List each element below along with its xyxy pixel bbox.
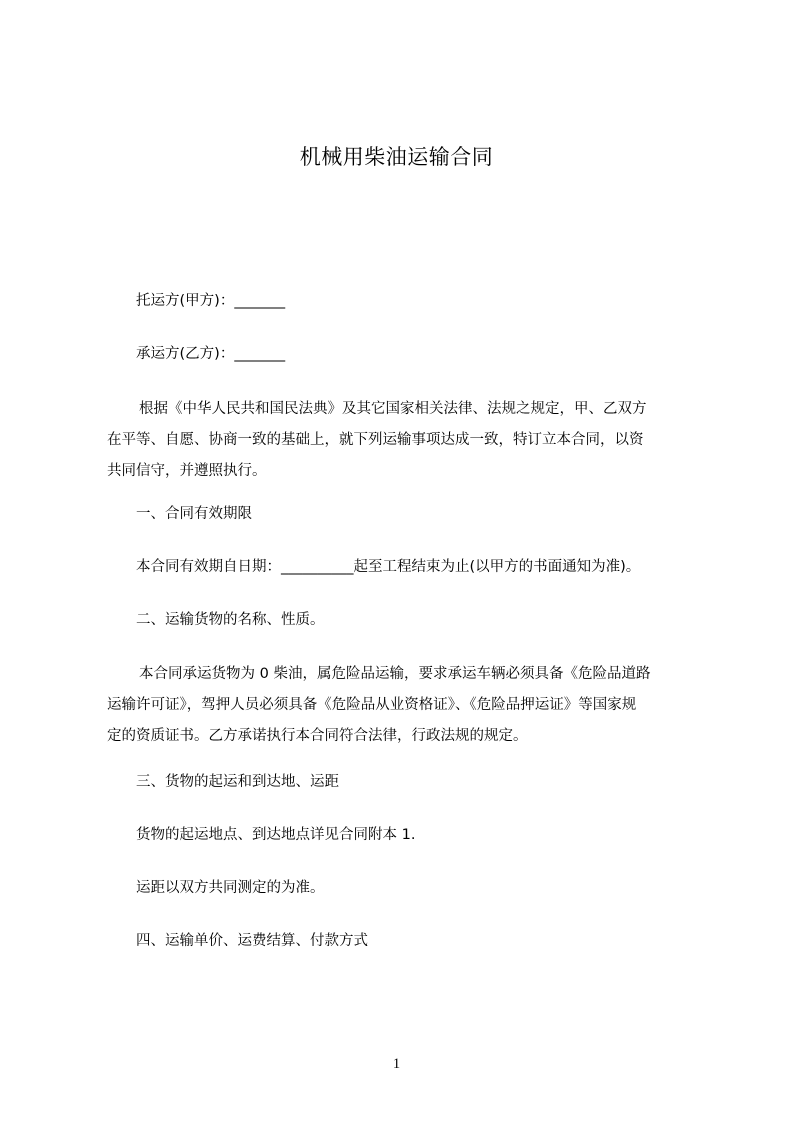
section-1-heading: 一、合同有效期限 bbox=[136, 506, 252, 522]
section-2-line: 定的资质证书。乙方承诺执行本合同符合法律，行政法规的规定。 bbox=[107, 728, 528, 744]
party-b-line: 承运方(乙方)：_______ bbox=[136, 346, 286, 362]
section-2-paragraph bbox=[107, 659, 701, 752]
intro-line: 根据《中华人民共和国民法典》及其它国家相关法律、法规之规定，甲、乙双方 bbox=[139, 401, 647, 417]
section-1-text: 本合同有效期自日期：__________起至工程结束为止(以甲方的书面通知为准)。 bbox=[136, 559, 641, 575]
section-3-heading: 三、货物的起运和到达地、运距 bbox=[136, 774, 339, 790]
section-3-text-origin: 货物的起运地点、到达地点详见合同附本 1. bbox=[136, 827, 416, 843]
section-2-heading: 二、运输货物的名称、性质。 bbox=[136, 612, 325, 628]
section-4-heading: 四、运输单价、运费结算、付款方式 bbox=[136, 933, 368, 949]
page-number: 1 bbox=[392, 1056, 401, 1072]
section-2-line: 本合同承运货物为 0 柴油，属危险品运输，要求承运车辆必须具备《危险品道路 bbox=[139, 666, 651, 682]
party-a-line: 托运方(甲方)：_______ bbox=[136, 293, 286, 309]
document-title: 机械用柴油运输合同 bbox=[299, 145, 494, 169]
section-3-text-distance: 运距以双方共同测定的为准。 bbox=[136, 880, 325, 896]
intro-line: 共同信守，并遵照执行。 bbox=[107, 463, 267, 479]
intro-paragraph bbox=[107, 394, 701, 487]
intro-line: 在平等、自愿、协商一致的基础上，就下列运输事项达成一致，特订立本合同，以资 bbox=[107, 432, 644, 448]
section-2-line: 运输许可证》，驾押人员必须具备《危险品从业资格证》、《危险品押运证》等国家规 bbox=[107, 697, 637, 713]
